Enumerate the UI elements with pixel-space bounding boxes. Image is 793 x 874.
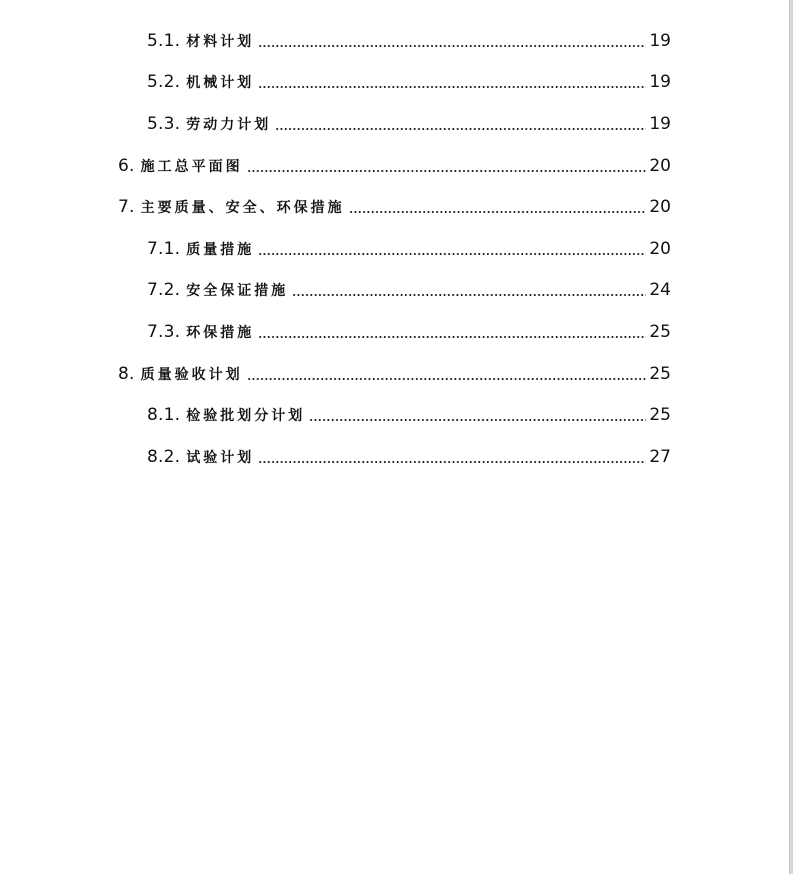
toc-entry-page: 20	[649, 238, 671, 259]
toc-entry-title: 质量措施	[186, 241, 255, 258]
toc-entry[interactable]	[0, 20, 789, 62]
toc-entry-number: 8.	[118, 363, 135, 384]
toc-dot-leader	[258, 45, 646, 47]
table-of-contents	[0, 20, 789, 478]
toc-entry-number: 5.3.	[147, 113, 181, 134]
toc-entry-page: 19	[649, 30, 671, 51]
toc-entry-number: 5.2.	[147, 72, 181, 93]
toc-entry-title: 材料计划	[186, 33, 255, 50]
toc-entry[interactable]	[0, 311, 789, 353]
toc-dot-leader	[258, 336, 646, 338]
toc-dot-leader	[258, 253, 646, 255]
toc-dot-leader	[247, 378, 646, 380]
toc-entry[interactable]	[0, 394, 789, 436]
toc-entry-number: 7.3.	[147, 321, 181, 342]
toc-entry-page: 24	[649, 280, 671, 301]
toc-entry-title: 劳动力计划	[186, 116, 272, 133]
toc-entry[interactable]	[0, 145, 789, 187]
toc-dot-leader	[258, 86, 646, 88]
toc-entry-number: 6.	[118, 155, 135, 176]
toc-entry[interactable]	[0, 186, 789, 228]
toc-entry-title: 安全保证措施	[186, 283, 289, 300]
toc-entry-page: 25	[649, 321, 671, 342]
toc-entry[interactable]	[0, 436, 789, 478]
toc-entry-title: 主要质量、安全、环保措施	[140, 200, 345, 217]
toc-dot-leader	[349, 211, 646, 213]
toc-dot-leader	[247, 170, 646, 172]
toc-entry-number: 5.1.	[147, 30, 181, 51]
toc-entry-number: 8.2.	[147, 446, 181, 467]
toc-entry-title: 检验批划分计划	[186, 408, 306, 425]
toc-entry[interactable]	[0, 228, 789, 270]
toc-entry-number: 8.1.	[147, 405, 181, 426]
toc-entry-number: 7.1.	[147, 238, 181, 259]
toc-entry-title: 质量验收计划	[140, 366, 243, 383]
toc-entry[interactable]	[0, 103, 789, 145]
toc-dot-leader	[258, 461, 646, 463]
toc-entry-page: 19	[649, 113, 671, 134]
toc-entry-page: 19	[649, 72, 671, 93]
toc-entry-page: 20	[649, 197, 671, 218]
toc-entry-page: 25	[649, 405, 671, 426]
toc-entry-title: 机械计划	[186, 75, 255, 92]
toc-entry[interactable]	[0, 62, 789, 104]
toc-entry-number: 7.	[118, 197, 135, 218]
toc-dot-leader	[275, 128, 646, 130]
page-edge	[789, 0, 793, 874]
toc-dot-leader	[309, 419, 646, 421]
toc-entry-title: 施工总平面图	[140, 158, 243, 175]
toc-entry-number: 7.2.	[147, 280, 181, 301]
toc-entry-title: 试验计划	[186, 449, 255, 466]
toc-dot-leader	[292, 294, 646, 296]
toc-entry-page: 20	[649, 155, 671, 176]
toc-entry-page: 27	[649, 446, 671, 467]
toc-entry-page: 25	[649, 363, 671, 384]
toc-entry[interactable]	[0, 270, 789, 312]
toc-entry[interactable]	[0, 353, 789, 395]
toc-entry-title: 环保措施	[186, 324, 255, 341]
